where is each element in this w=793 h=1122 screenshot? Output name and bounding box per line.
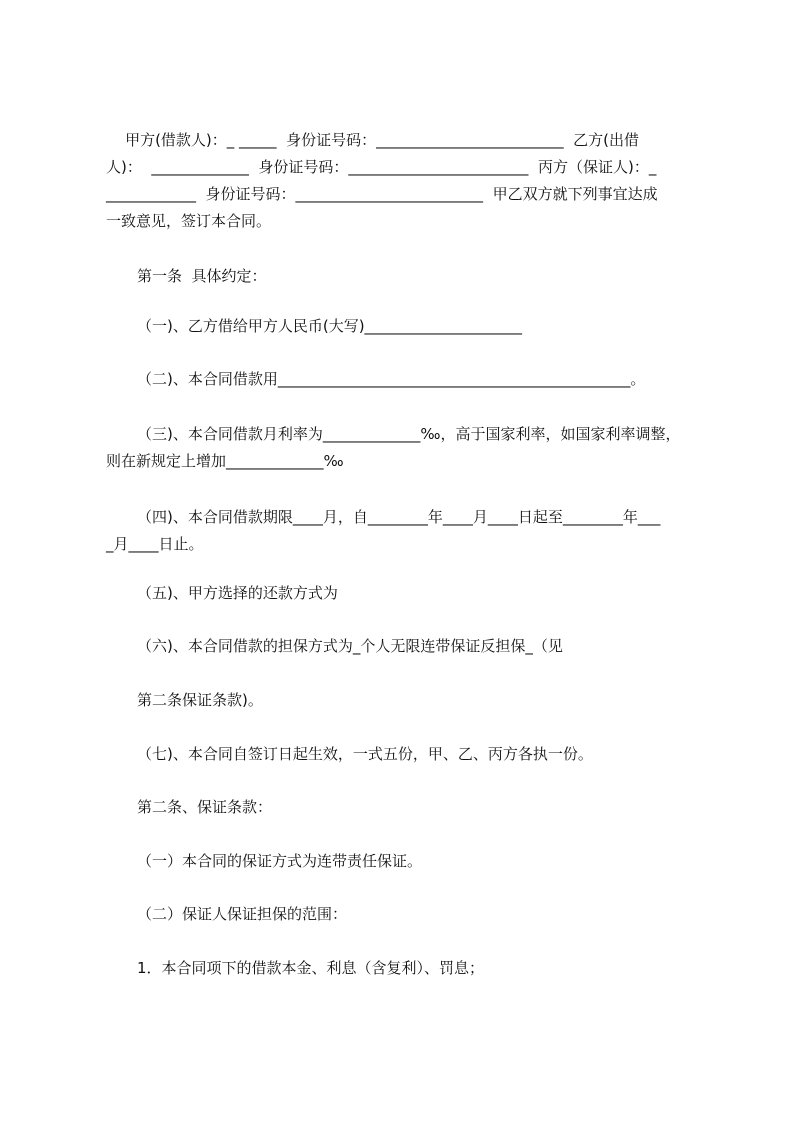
clause-6-line-1: （六)、本合同借款的担保方式为_个人无限连带保证反担保_（见 bbox=[137, 637, 563, 655]
guarantee-clause-2: （二）保证人保证担保的范围： bbox=[137, 905, 348, 923]
intro-line-2: 人)： _____________ 身份证号码：________________________ 丙方（保证人)：_ bbox=[106, 158, 657, 176]
guarantee-clause-1: （一）本合同的保证方式为连带责任保证。 bbox=[137, 852, 423, 870]
intro-line-3: ____________ 身份证号码：_________________________ 甲乙双方就下列事宜达成 bbox=[106, 185, 658, 203]
clause-4-line-2: _月____日止。 bbox=[106, 535, 204, 553]
clause-5: （五)、甲方选择的还款方式为 bbox=[137, 584, 338, 602]
clause-3-line-2: 则在新规定上增加_____________‰ bbox=[106, 452, 344, 470]
article-2-title: 第二条、保证条款： bbox=[137, 798, 273, 816]
clause-1: （一)、乙方借给甲方人民币(大写)_____________________ bbox=[137, 317, 523, 335]
clause-4-line-1: （四)、本合同借款期限____月，自________年____月____日起至________年___ bbox=[137, 508, 661, 526]
clause-3-line-1: （三)、本合同借款月利率为_____________‰，高于国家利率，如国家利率调整， bbox=[137, 425, 681, 443]
article-1-title: 第一条 具体约定： bbox=[137, 267, 267, 285]
clause-7: （七)、本合同自签订日起生效，一式五份，甲、乙、丙方各执一份。 bbox=[137, 745, 593, 763]
intro-line-1: 甲方(借款人)：_ _____ 身份证号码：_________________________ 乙方(出借 bbox=[106, 131, 639, 149]
intro-line-4: 一致意见，签订本合同。 bbox=[106, 212, 272, 230]
clause-6-line-2: 第二条保证条款)。 bbox=[137, 691, 263, 709]
clause-2: （二)、本合同借款用_______________________________________________。 bbox=[137, 370, 646, 388]
scope-item-1: 1．本合同项下的借款本金、利息（含复利）、罚息； bbox=[137, 959, 485, 977]
